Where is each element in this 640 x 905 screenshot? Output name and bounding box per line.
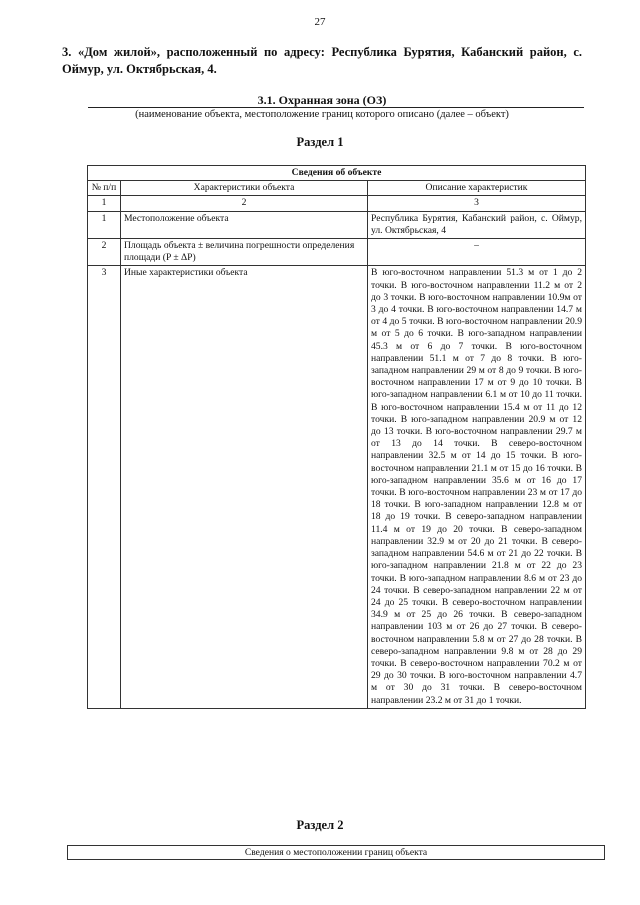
object-info-table xyxy=(87,165,586,709)
row-number: 1 xyxy=(88,211,121,238)
column-number-1: 1 xyxy=(88,196,121,211)
page-number: 27 xyxy=(314,16,326,28)
row-number: 3 xyxy=(88,266,121,708)
table-caption: Сведения об объекте xyxy=(88,166,586,181)
object-heading: 3. «Дом жилой», расположенный по адресу: Республика Бурятия, Кабанский район, с. Оймур, ул. Октябрьская, 4. xyxy=(62,45,582,76)
row-number: 2 xyxy=(88,239,121,266)
row-characteristic: Иные характеристики объекта xyxy=(121,266,368,708)
row-description: В юго-восточном направлении 51.3 м от 1 до 2 точки. В юго-восточном направлении 11.2 м от 2 до 3 точки. В юго-восточном направлении 10.9м от 3 до 4 точки. В юго-восточном направлении 14.7 м от 4 до 5 точки. В юго-восточном направлении 20.9 м от 5 до 6 точки. В юго-западном направлении 45.3 м от 6 до 7 точки. В юго-восточном направлении 51.1 м от 7 до 8 точки. В юго-западном направлении 29 м от 8 до 9 точки. В юго-восточном направлении 17 м от 9 до 10 точки. В юго-западном направлении 6.1 м от 10 до 11 точки. В юго-восточном направлении 15.4 м от 11 до 12 точки. В юго-западном направлении 20.9 м от 12 до 13 точки. В юго-восточном направлении 29.7 м от 13 до 14 точки. В северо-восточном направлении 32.5 м от 14 до 15 точки. В юго-восточном направлении 21.1 м от 15 до 16 точки. В юго-западном направлении 35.6 м от 16 до 17 точки. В юго-восточном направлении 23 м от 17 до 18 точки. В юго-западном направлении 12.8 м от 18 до 19 точки. В северо-западном направлении 11.4 м от 19 до 20 точки. В северо-западном направлении 32.9 м от 20 до 21 точки. В северо-западном направлении 54.6 м от 21 до 22 точки. В юго-западном направлении 21.8 м от 22 до 23 точки. В юго-западном направлении 8.6 м от 23 до 24 точки. В северо-западном направлении 22 м от 24 до 25 точки. В северо-восточном направлении 34.9 м от 25 до 26 точки. В северо-западном направлении 103 м от 26 до 27 точки. В северо-восточном направлении 5.8 м от 27 до 28 точки. В северо-западном направлении 9.8 м от 28 до 29 точки. В северо-восточном направлении 70.2 м от 29 до 30 точки. В юго-восточном направлении 4.7 м от 30 до 31 точки. В северо-восточном направлении 23.2 м от 31 до 1 точки. xyxy=(368,266,586,708)
table-header-row xyxy=(88,181,586,196)
column-number-row xyxy=(88,196,586,211)
table-row xyxy=(88,239,586,266)
header-number: № п/п xyxy=(88,181,121,196)
row-characteristic: Площадь объекта ± величина погрешности определения площади (P ± ΔP) xyxy=(121,239,368,266)
row-description: – xyxy=(368,239,586,266)
row-description: Республика Бурятия, Кабанский район, с. Оймур, ул. Октябрьская, 4 xyxy=(368,211,586,238)
row-characteristic: Местоположение объекта xyxy=(121,211,368,238)
subsection-caption: (наименование объекта, местоположение границ которого описано (далее – объект) xyxy=(135,109,509,120)
subsection-title: 3.1. Охранная зона (ОЗ) xyxy=(257,93,387,107)
column-number-3: 3 xyxy=(368,196,586,211)
table-row xyxy=(88,266,586,708)
header-description: Описание характеристик xyxy=(368,181,586,196)
column-number-2: 2 xyxy=(121,196,368,211)
header-characteristic: Характеристики объекта xyxy=(121,181,368,196)
table-row xyxy=(88,211,586,238)
table-caption-row xyxy=(88,166,586,181)
section-2-title: Раздел 2 xyxy=(296,818,344,832)
section-2-caption: Сведения о местоположении границ объекта xyxy=(67,845,605,860)
section-1-title: Раздел 1 xyxy=(296,135,344,149)
